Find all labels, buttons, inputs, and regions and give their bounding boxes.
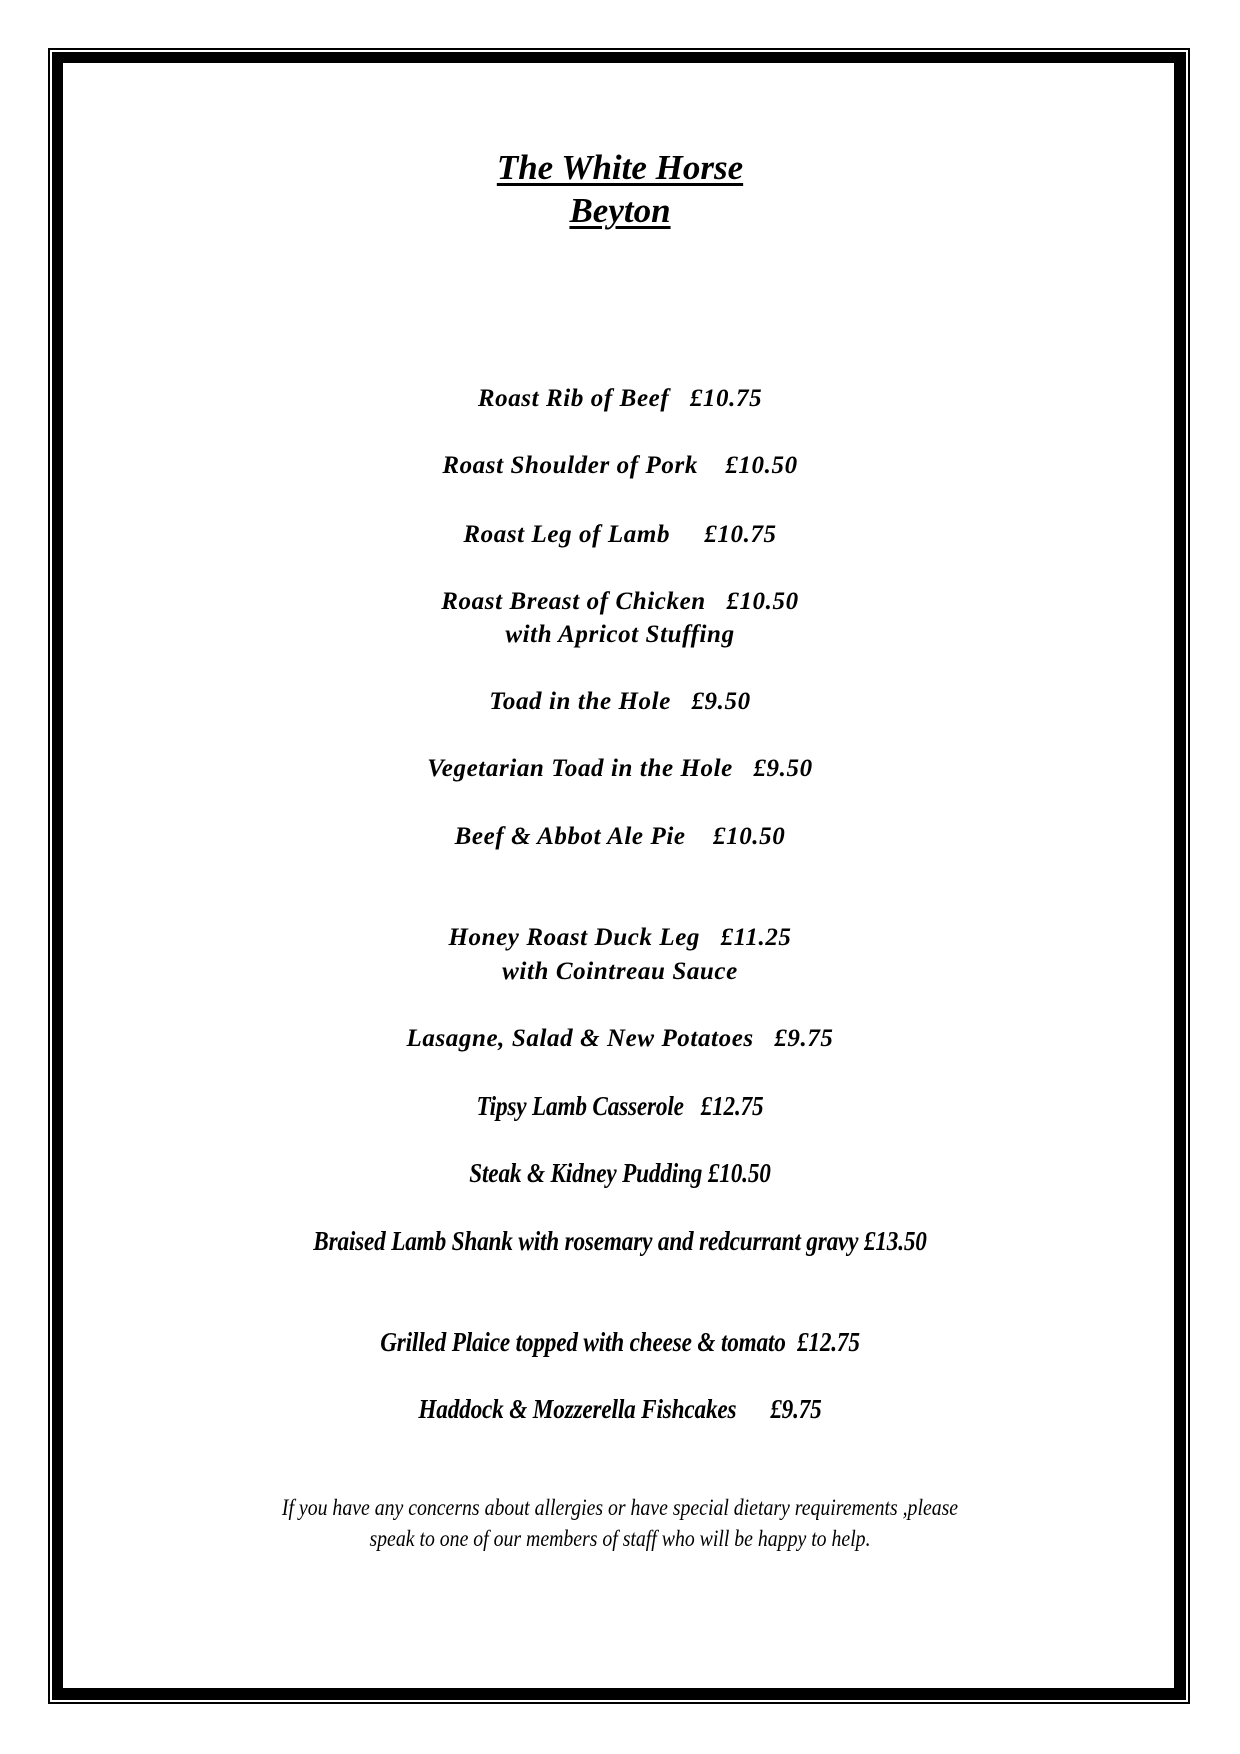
menu-item-lamb-shank: Braised Lamb Shank with rosemary and redcurrant gravy £13.50 (313, 1226, 927, 1256)
menu-item-beef-ale-pie: Beef & Abbot Ale Pie £10.50 (454, 823, 786, 850)
page-border-inner (52, 52, 1186, 1700)
menu-item-duck-leg: Honey Roast Duck Leg £11.25 (448, 924, 792, 951)
menu-item-duck-leg-sub: with Cointreau Sauce (502, 958, 738, 985)
restaurant-name: The White Horse (496, 148, 744, 187)
menu-item-grilled-plaice: Grilled Plaice topped with cheese & tomato £12.75 (380, 1327, 860, 1357)
menu-item-roast-beef: Roast Rib of Beef £10.75 (477, 385, 763, 412)
menu-item-roast-chicken: Roast Breast of Chicken £10.50 (441, 588, 799, 615)
menu-item-veg-toad-in-the-hole: Vegetarian Toad in the Hole £9.50 (427, 755, 813, 782)
menu-item-toad-in-the-hole: Toad in the Hole £9.50 (489, 688, 751, 715)
menu-item-roast-pork: Roast Shoulder of Pork £10.50 (442, 452, 798, 479)
allergy-notice-line-2: speak to one of our members of staff who will be happy to help. (369, 1526, 871, 1551)
menu-item-tipsy-lamb: Tipsy Lamb Casserole £12.75 (476, 1091, 764, 1121)
menu-item-roast-lamb: Roast Leg of Lamb £10.75 (463, 521, 777, 548)
menu-item-lasagne: Lasagne, Salad & New Potatoes £9.75 (406, 1025, 834, 1052)
restaurant-location: Beyton (569, 191, 671, 230)
menu-item-steak-kidney: Steak & Kidney Pudding £10.50 (469, 1158, 771, 1188)
menu-item-fishcakes: Haddock & Mozzerella Fishcakes £9.75 (418, 1394, 822, 1424)
allergy-notice-line-1: If you have any concerns about allergies or have special dietary requirements ,please (281, 1495, 959, 1520)
menu-item-roast-chicken-sub: with Apricot Stuffing (505, 621, 735, 648)
